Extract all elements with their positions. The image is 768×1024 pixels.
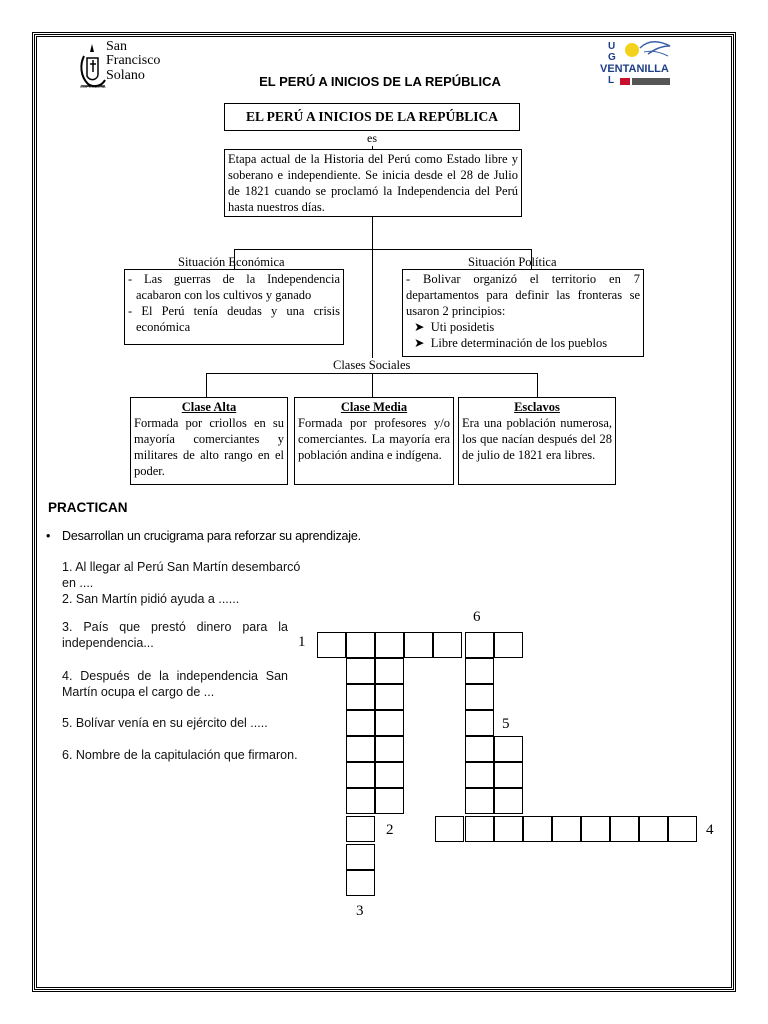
political-label-a: Situación — [468, 255, 516, 269]
branch-line-bottom — [206, 373, 538, 374]
question-3: 3. País que prestó dinero para la independencia... — [62, 620, 288, 650]
diagram-main-title: EL PERÚ A INICIOS DE LA REPÚBLICA — [224, 103, 520, 131]
clue-number-2: 2 — [386, 822, 394, 838]
connector-es: es — [360, 131, 384, 146]
ugel-logo — [600, 38, 680, 90]
clue-number-3: 3 — [356, 903, 364, 919]
economic-item: - Las guerras de la Independencia acabaron con los cultivos y ganado — [128, 272, 340, 302]
logo-line-3: Solano — [106, 68, 145, 83]
ministry-badge — [632, 78, 670, 85]
ugel-letter-u: U — [608, 41, 616, 52]
definition-box: Etapa actual de la Historia del Perú como Estado libre y soberano e independiente. Se inicia desde el 28 de Julio de 1821 cuando se proclamó la Independencia del Perú hasta nuestros días. — [224, 149, 522, 217]
clue-number-4: 4 — [706, 822, 714, 838]
class-text: Era una población numerosa, los que nacían después del 28 de julio de 1821 era libres. — [462, 416, 612, 462]
clue-number-5: 5 — [502, 716, 510, 732]
economic-label-b: Económica — [228, 255, 285, 269]
practice-instruction: Desarrollan un crucigrama para reforzar su aprendizaje. — [62, 529, 361, 543]
peru-flag-icon — [620, 78, 630, 85]
clue-number-1: 1 — [298, 634, 306, 650]
economic-label-a: Situación — [178, 255, 226, 269]
social-label-b: Sociales — [368, 358, 411, 372]
principle-text: Uti posidetis — [430, 320, 495, 334]
question-2: 2. San Martín pidió ayuda a ...... — [62, 592, 240, 606]
branch-drop-1 — [206, 373, 207, 397]
political-label — [468, 255, 557, 270]
economic-box — [124, 269, 344, 345]
branch-line-top — [234, 249, 532, 250]
logo-line-2: Francisco — [106, 53, 161, 68]
class-text: Formada por criollos en su mayoría comerciantes y militares de alto rango en el poder. — [134, 416, 284, 478]
social-label-a: Clases — [333, 358, 366, 372]
social-label — [333, 358, 410, 373]
logo-line-1: San — [106, 39, 127, 54]
political-label-b: Política — [518, 255, 557, 269]
practice-heading: PRACTICAN — [48, 500, 128, 515]
question-4: 4. Después de la independencia San Martín ocupa el cargo de ... — [62, 669, 288, 699]
class-text: Formada por profesores y/o comerciantes. La mayoría era población andina e indígena. — [298, 416, 450, 462]
arrow-bullet-icon: ➤ — [414, 320, 425, 334]
class-title: Esclavos — [514, 400, 560, 414]
class-title: Clase Alta — [181, 400, 237, 414]
class-box-media — [294, 397, 454, 485]
principle-item — [406, 335, 640, 351]
school-crest-icon — [78, 42, 108, 90]
page-title: EL PERÚ A INICIOS DE LA REPÚBLICA — [259, 74, 501, 89]
practice-bullet: • — [46, 529, 51, 543]
economic-item: - El Perú tenía deudas y una crisis económica — [128, 304, 340, 334]
logo-small-text: COPRODESA — [80, 84, 106, 89]
class-box-alta — [130, 397, 288, 485]
branch-drop-3 — [537, 373, 538, 397]
question-5: 5. Bolívar venía en su ejército del ..... — [62, 716, 268, 730]
arrow-bullet-icon: ➤ — [414, 336, 425, 350]
class-box-esclavos — [458, 397, 616, 485]
ugel-letter-g: G — [608, 52, 616, 63]
political-intro: - Bolivar organizó el territorio en 7 departamentos para definir las fronteras se usaron 2 principios: — [406, 272, 640, 318]
principle-item — [406, 319, 640, 335]
sun-bird-icon — [618, 38, 672, 62]
question-1: 1. Al llegar al Perú San Martín desembarcó en .... — [62, 560, 301, 590]
principle-text: Libre determinación de los pueblos — [430, 336, 608, 350]
clue-number-6: 6 — [473, 609, 481, 625]
economic-label — [178, 255, 285, 270]
school-logo — [78, 40, 178, 92]
ugel-letter-l: L — [608, 75, 615, 86]
class-title: Clase Media — [340, 400, 408, 414]
question-6: 6. Nombre de la capitulación que firmaron. — [62, 748, 298, 762]
ugel-name: VENTANILLA — [600, 63, 669, 75]
political-box — [402, 269, 644, 357]
